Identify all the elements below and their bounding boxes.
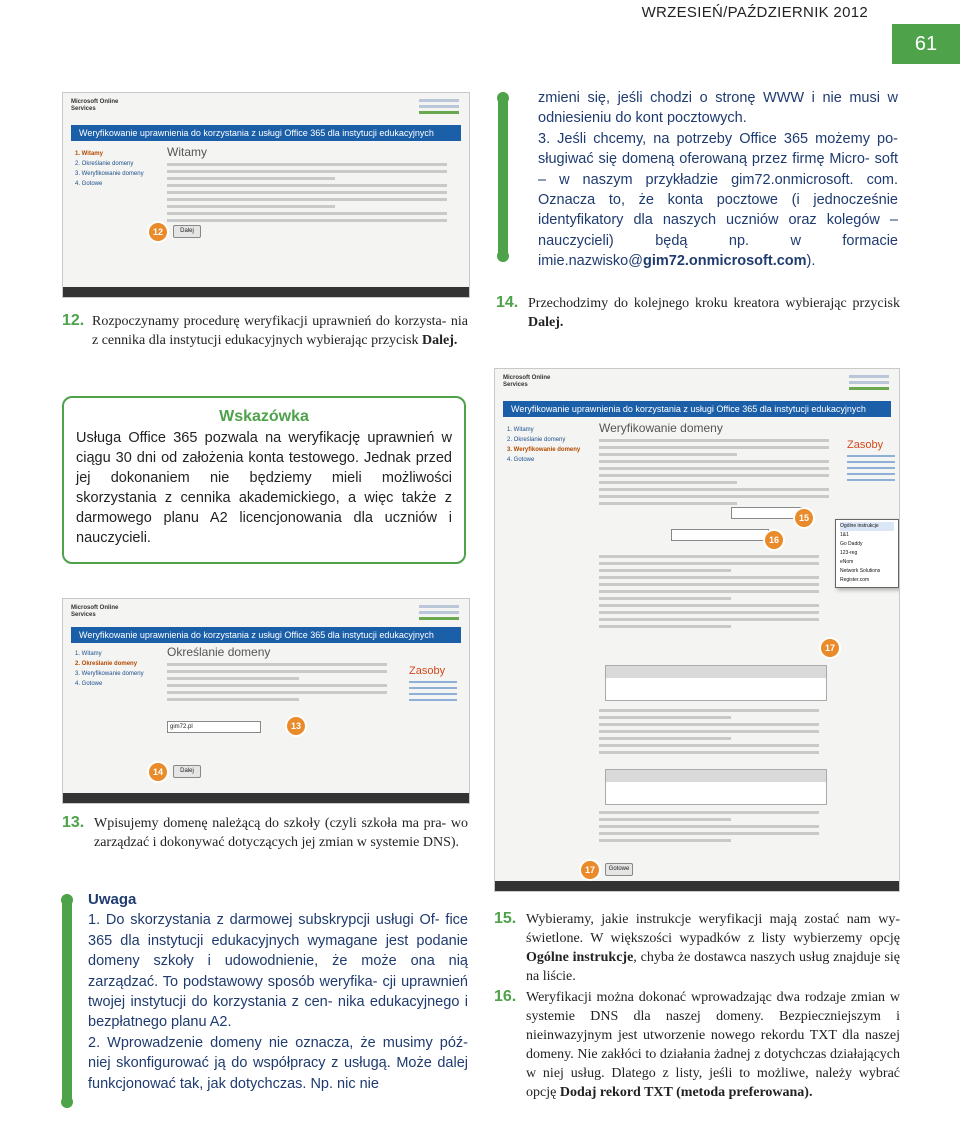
step-item[interactable]: 4. Gotowe: [75, 681, 103, 687]
header-links: [419, 605, 459, 623]
item-text: Rozpoczynamy procedurę weryfikacji uprawnień do korzysta- nia z cennika dla instytucji edukacyjnych wybierając przycisk: [92, 314, 468, 348]
dns-table: [605, 665, 827, 701]
step-item[interactable]: 2. Określanie domeny: [507, 437, 566, 443]
header-title: WRZESIEŃ/PAŹDZIERNIK 2012: [641, 4, 868, 21]
uwaga-side-bar: [62, 894, 72, 1108]
p3-end: ).: [806, 253, 816, 270]
step-badge: 17: [821, 639, 839, 657]
instructions-text-2: [599, 709, 819, 758]
step-item[interactable]: 3. Weryfikowanie domeny: [75, 671, 144, 677]
screenshot-step-13: [62, 598, 470, 804]
item-text: Weryfikacji można dokonać wprowadzając dwa rodzaje zmian w systemie DNS dla naszej domeny. Bezpieczniejszym i nieinwazyjnym jest utworzenie nowego rekordu TXT dla naszej domeny. Nie zakłóci to działania żadnej z dotychczas działających w niej usług. Dlatego z listy, jeśli to możliwe, należy wybrać opcję: [526, 990, 900, 1100]
wizard-title-bar: Weryfikowanie uprawnienia do korzystania z usługi Office 365 dla instytucji edukacyjnych: [71, 627, 461, 643]
instructions-select[interactable]: [731, 507, 803, 519]
wizard-steps: [75, 649, 144, 689]
hint-title: Wskazówka: [219, 408, 309, 425]
next-button[interactable]: Dalej: [173, 765, 201, 778]
item-number: 12.: [62, 312, 85, 329]
method-select[interactable]: [671, 529, 769, 541]
item-bold: Dalej.: [422, 333, 458, 348]
item-text: Przechodzimy do kolejnego kroku kreatora wybierając przycisk: [528, 296, 900, 311]
wizard-steps: [75, 149, 144, 189]
footer-bar: [63, 793, 469, 803]
p3-bold: gim72.onmicrosoft.com: [642, 253, 807, 270]
step-item[interactable]: 1. Witamy: [75, 651, 102, 657]
step-badge: 16: [765, 531, 783, 549]
dropdown-option[interactable]: Go Daddy: [840, 541, 863, 547]
step-badge: 15: [795, 509, 813, 527]
footer-bar: [63, 287, 469, 297]
step-badge: 17: [581, 861, 599, 879]
wizard-title-bar: Weryfikowanie uprawnienia do korzystania z usługi Office 365 dla instytucji edukacyjnych: [503, 401, 891, 417]
cont-text: zmieni się, jeśli chodzi o stronę WWW i nie musi w odniesieniu do kont pocztowych.: [538, 90, 898, 127]
done-button[interactable]: Gotowe: [605, 863, 633, 876]
content-heading: Określanie domeny: [167, 645, 271, 659]
step-item[interactable]: 4. Gotowe: [75, 181, 103, 187]
step-item[interactable]: 2. Określanie domeny: [75, 161, 134, 167]
content-text: [167, 663, 387, 705]
content-heading: Witamy: [167, 145, 207, 159]
content-heading: Weryfikowanie domeny: [599, 421, 723, 435]
content-text: [167, 163, 447, 226]
step-item[interactable]: 3. Weryfikowanie domeny: [75, 171, 144, 177]
item-bold: Dodaj rekord TXT (metoda preferowana).: [559, 1085, 813, 1100]
item-bold: Ogólne instrukcje: [526, 950, 634, 965]
item-text: Wybieramy, jakie instrukcje weryfikacji mają zostać nam wy- świetlone. W większości wypadków z listy wybierzemy opcję: [526, 912, 900, 946]
right-continuation: [538, 88, 898, 272]
page-number: 61: [892, 24, 960, 64]
header-links: [419, 99, 459, 117]
item-number: 15.: [494, 910, 517, 927]
wizard-title-bar: Weryfikowanie uprawnienia do korzystania z usługi Office 365 dla instytucji edukacyjnych: [71, 125, 461, 141]
domain-input-value: gim72.pl: [170, 724, 193, 730]
item-text: Wpisujemy domenę należącą do szkoły (czyli szkoła ma pra- wo zarządzać i dokonywać dotyczących jej zmian w systemie DNS).: [94, 816, 468, 850]
step-item[interactable]: 3. Weryfikowanie domeny: [507, 447, 581, 453]
footer-bar: [495, 881, 899, 891]
step-item[interactable]: 1. Witamy: [507, 427, 534, 433]
step-badge: 13: [287, 717, 305, 735]
item-12: [62, 312, 468, 350]
dropdown-option[interactable]: 1&1: [840, 532, 849, 538]
step-item[interactable]: 4. Gotowe: [507, 457, 535, 463]
dropdown-option[interactable]: eNom: [840, 559, 854, 565]
uwaga-p2: 2. Wprowadzenie domeny nie oznacza, że musimy póź- niej skonfigurować ją do współpracy z usługą. Może dalej funkcjonować tak, jak dotychczas. Np. nic nie: [88, 1034, 468, 1092]
hint-text: Usługa Office 365 pozwala na weryfikację uprawnień w ciągu 30 dni od założenia konta testowego. Jednak przed jej dokonaniem nie będziemy mieli możliwości skorzystania z cennika akademickiego, a więc także z darmowego planu A2 licencjonowania dla uczniów i nauczycieli.: [76, 430, 452, 546]
right-side-bar: [498, 92, 508, 262]
instructions-text: [599, 555, 819, 632]
ms-logo: Microsoft Online Services: [71, 605, 119, 618]
resources-title: Zasoby: [847, 439, 884, 451]
item-text-end: , chyba że dostawca naszych usług znajduje się na liście.: [526, 950, 900, 984]
uwaga-block: [88, 890, 468, 1094]
item-number: 13.: [62, 814, 85, 831]
item-number: 14.: [496, 294, 519, 311]
screenshot-step-12: [62, 92, 470, 298]
dropdown-option[interactable]: Ogólne instrukcje: [840, 522, 894, 531]
wizard-steps: [507, 425, 580, 465]
item-14: [496, 294, 900, 332]
item-13: [62, 814, 468, 852]
p3-text: 3. Jeśli chcemy, na potrzeby Office 365 możemy po- sługiwać się domeną oferowaną przez firmę Micro- soft – w naszym przykładzie gim72.onmicrosoft. com. Oznacza to, że konta pocztowe (i jednocześnie identyfikatory dla naszych uczniów oraz kolegów – nauczycieli) będą np. w formacie imie.nazwisko@: [538, 130, 898, 270]
provider-dropdown[interactable]: [835, 519, 899, 588]
content-text: [599, 439, 829, 509]
ms-logo: Microsoft Online Services: [71, 99, 119, 112]
item-number: 16.: [494, 988, 517, 1005]
ms-logo: Microsoft Online Services: [503, 375, 551, 388]
item-bold: Dalej.: [528, 315, 564, 330]
uwaga-p1: 1. Do skorzystania z darmowej subskrypcji usługi Of- fice 365 dla instytucji edukacyjnych wymagane jest podanie domeny szkoły i udowodnienie, że może ona nią zarządzać. To podstawowy sposób weryfika- cji uprawnień twojej instytucji do korzystania z cen- nika edukacyjnego i bezpłatnego planu A2.: [88, 912, 468, 1031]
step-badge: 12: [149, 223, 167, 241]
step-item[interactable]: 1. Witamy: [75, 151, 103, 157]
uwaga-title: Uwaga: [88, 891, 137, 908]
resources-box: [409, 665, 469, 701]
screenshot-step-15: [494, 368, 900, 892]
dropdown-option[interactable]: Network Solutions: [840, 568, 881, 574]
dropdown-option[interactable]: Register.com: [840, 577, 870, 583]
dns-table-2: [605, 769, 827, 805]
instructions-text-3: [599, 811, 819, 846]
header-links: [849, 375, 889, 393]
step-item[interactable]: 2. Określanie domeny: [75, 661, 138, 667]
next-button[interactable]: Dalej: [173, 225, 201, 238]
hint-box: [62, 396, 466, 564]
item-15: [494, 910, 900, 986]
step-badge: 14: [149, 763, 167, 781]
domain-input[interactable]: [167, 721, 261, 733]
item-16: [494, 988, 900, 1102]
resources-title: Zasoby: [409, 665, 446, 677]
resources-box: [847, 439, 900, 481]
dropdown-option[interactable]: 123-reg: [840, 550, 858, 556]
